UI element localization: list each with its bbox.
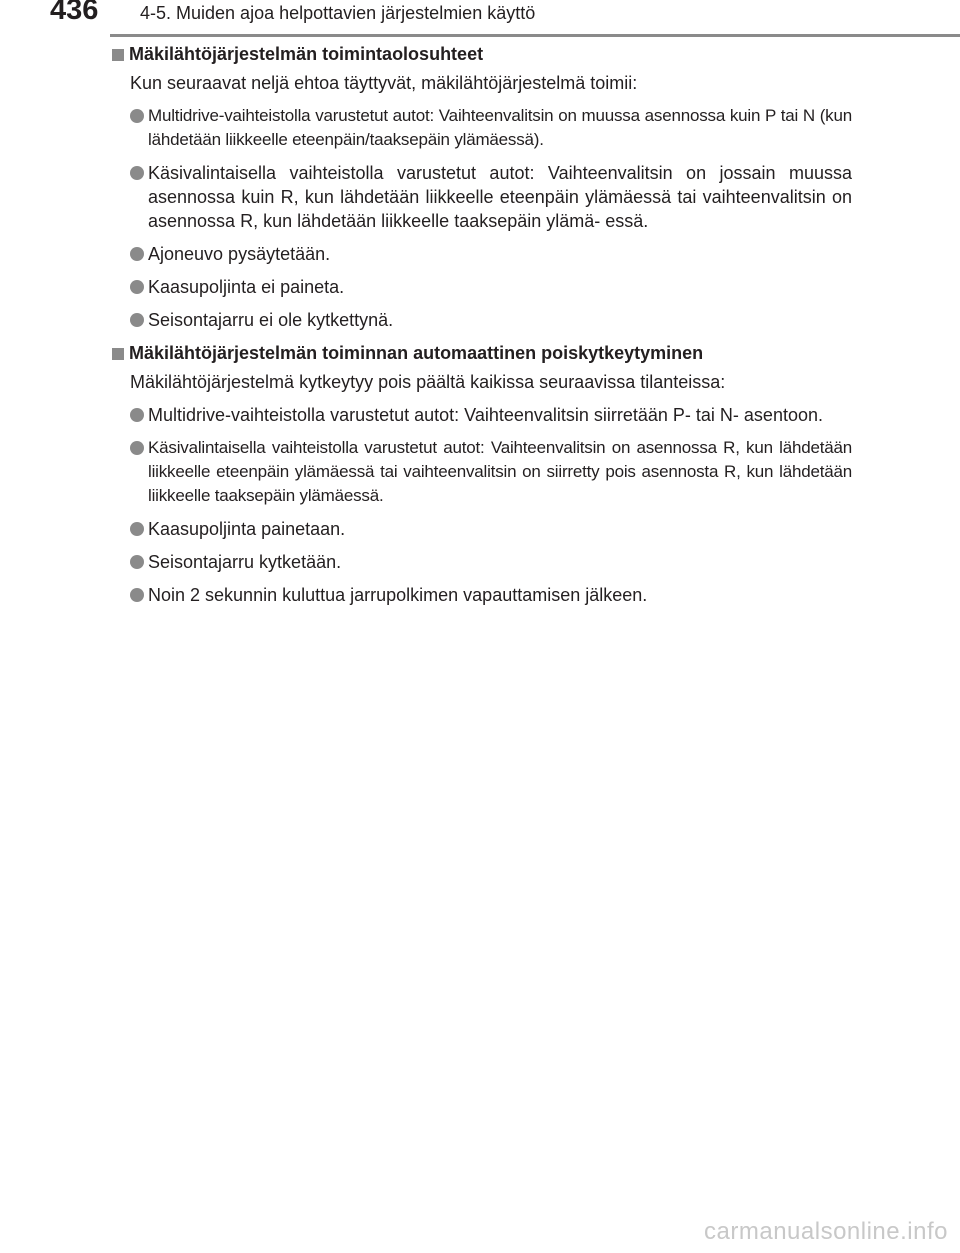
list-item [112, 403, 852, 427]
circle-bullet-icon [130, 313, 144, 327]
list-item-text: Kaasupoljinta painetaan. [148, 519, 346, 539]
circle-bullet-icon [130, 109, 144, 123]
circle-bullet-icon [130, 588, 144, 602]
list-item-text: Käsivalintaisella vaihteistolla varustetut autot: Vaihteenvalitsin on asennossa R, kun lähdetään liikkeelle eteenpäin ylämäessä tai vaihteenvalitsin on siirretty pois asennosta R, kun lähdetään liikkeelle taaksepäin ylämäessä. [148, 438, 852, 505]
list-item-text: Ajoneuvo pysäytetään. [148, 244, 331, 264]
list-item [112, 583, 852, 607]
list-item-text: Seisontajarru ei ole kytkettynä. [148, 310, 394, 330]
list-item-text: Noin 2 sekunnin kuluttua jarrupolkimen vapauttamisen jälkeen. [148, 585, 648, 605]
section-title: Mäkilähtöjärjestelmän toiminnan automaattinen poiskytkeytyminen [129, 343, 704, 363]
section-operating-conditions [112, 42, 852, 332]
list-item [112, 517, 852, 541]
list-item [112, 550, 852, 574]
circle-bullet-icon [130, 408, 144, 422]
list-item-text: Käsivalintaisella vaihteistolla varustetut autot: Vaihteenvalitsin on jossain muussa asennossa kuin R, kun lähdetään liikkeelle eteenpäin ylämäessä tai vaihteenvalitsin on asennossa R, kun lähdetään liikkeelle taaksepäin ylämä- essä. [148, 163, 852, 231]
list-item-text: Seisontajarru kytketään. [148, 552, 342, 572]
page-header [0, 0, 960, 40]
list-item [112, 104, 852, 152]
list-item [112, 275, 852, 299]
page-number: 436 [50, 0, 99, 26]
circle-bullet-icon [130, 441, 144, 455]
section-heading [112, 341, 852, 365]
list-item [112, 436, 852, 508]
chapter-title: 4-5. Muiden ajoa helpottavien järjestelmien käyttö [140, 3, 536, 23]
circle-bullet-icon [130, 166, 144, 180]
square-bullet-icon [112, 348, 124, 360]
list-item-text: Kaasupoljinta ei paineta. [148, 277, 345, 297]
section-heading [112, 42, 852, 66]
list-item [112, 242, 852, 266]
circle-bullet-icon [130, 522, 144, 536]
list-item [112, 161, 852, 233]
list-item-text: Multidrive-vaihteistolla varustetut autot: Vaihteenvalitsin siirretään P- tai N- asentoon. [148, 405, 823, 425]
section-intro: Mäkilähtöjärjestelmä kytkeytyy pois päältä kaikissa seuraavissa tilanteissa: [130, 372, 726, 392]
circle-bullet-icon [130, 247, 144, 261]
list-item [112, 308, 852, 332]
section-automatic-disengagement [112, 341, 852, 607]
section-title: Mäkilähtöjärjestelmän toimintaolosuhteet [129, 44, 484, 64]
header-rule [110, 34, 960, 37]
list-item-text: Multidrive-vaihteistolla varustetut autot: Vaihteenvalitsin on muussa asennossa kuin P tai N (kun lähdetään liikkeelle eteenpäin/taaksepäin ylämäessä). [148, 106, 852, 149]
circle-bullet-icon [130, 280, 144, 294]
square-bullet-icon [112, 49, 124, 61]
watermark: carmanualsonline.info [704, 1218, 948, 1245]
page-content [112, 42, 852, 607]
section-intro: Kun seuraavat neljä ehtoa täyttyvät, mäkilähtöjärjestelmä toimii: [130, 73, 638, 93]
circle-bullet-icon [130, 555, 144, 569]
